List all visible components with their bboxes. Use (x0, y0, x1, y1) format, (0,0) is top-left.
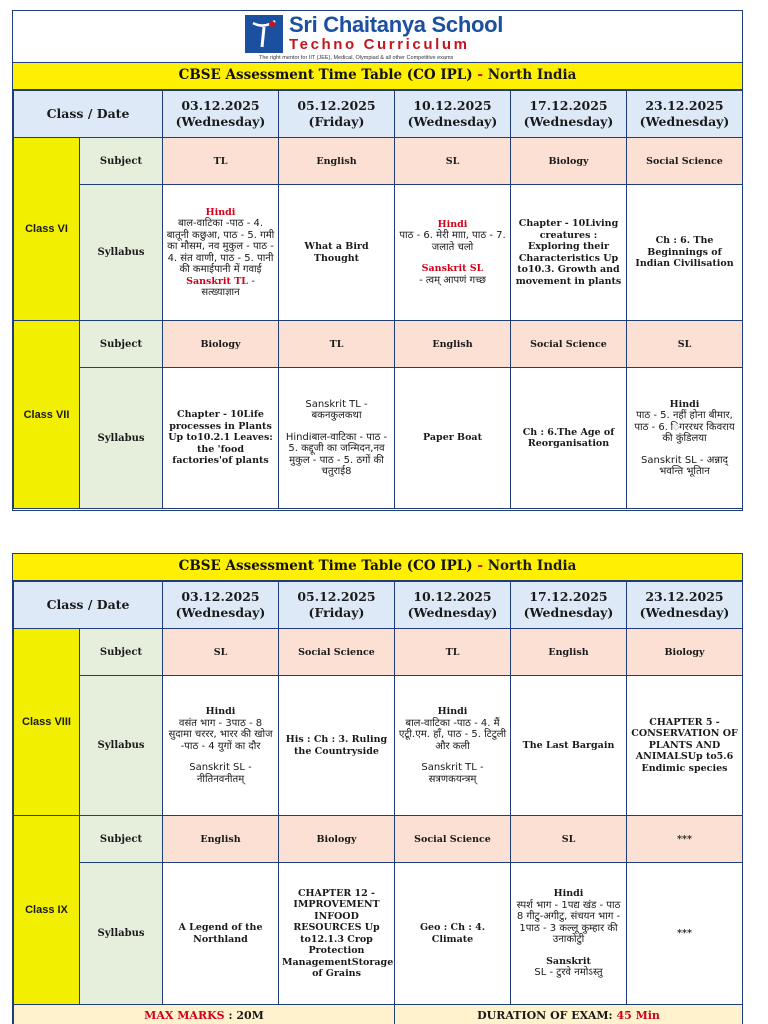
title-main: CBSE Assessment Time Table (CO IPL) (178, 558, 473, 574)
syllabus-label: Syllabus (80, 863, 163, 1005)
subject-cell: Social Science (627, 138, 743, 185)
syllabus-cell: Hindi बाल-वाटिका -पाठ - 4. बातूनी कछुआ, पाठ - 5. गमी का मौसम, नव मुकुल - पाठ - 4. संत वाणी, पाठ - 5. पानी की कमाईपानी में गवाई Sanskrit TL - सत्ख्याज्ञान (163, 185, 279, 321)
subject-cell: SL (511, 816, 627, 863)
class-viii-subject-row (14, 629, 743, 676)
subject-cell: Social Science (279, 629, 395, 676)
subject-cell: SL (163, 629, 279, 676)
subject-cell: Biology (163, 321, 279, 368)
subject-label: Subject (80, 816, 163, 863)
timetable-grid-2 (13, 581, 743, 1024)
class-ix-syllabus-row (14, 863, 743, 1005)
exam-duration: DURATION OF EXAM: 45 Min (395, 1005, 743, 1024)
date-col-2: 05.12.2025 (Friday) (279, 91, 395, 138)
class-ix-subject-row (14, 816, 743, 863)
syllabus-cell: Chapter - 10Living creatures : Exploring their Characteristics Up to10.3. Growth and movement in plants (511, 185, 627, 321)
syllabus-cell: Hindi पाठ - 6. मेरी मााा, पाठ - 7. जलाते चलो Sanskrit SL - त्वम् आपणं गच्छ (395, 185, 511, 321)
title-dash: - (477, 558, 483, 574)
subject-label: Subject (80, 629, 163, 676)
class-vii-subject-row (14, 321, 743, 368)
class-vii-label: Class VII (14, 321, 80, 509)
brand-name: Sri Chaitanya School (289, 12, 504, 37)
syllabus-cell: Ch : 6. The Beginnings of Indian Civilisation (627, 185, 743, 321)
syllabus-cell: What a Bird Thought (279, 185, 395, 321)
syllabus-cell: Chapter - 10Life processes in Plants Up to10.2.1 Leaves: the 'food factories'of plants (163, 368, 279, 509)
timetable-page-2 (12, 553, 743, 1024)
syllabus-cell: The Last Bargain (511, 676, 627, 816)
class-viii-syllabus-row (14, 676, 743, 816)
subject-cell: TL (163, 138, 279, 185)
timetable-title (13, 554, 742, 581)
brand-header (13, 11, 742, 63)
date-col-1: 03.12.2025 (Wednesday) (163, 582, 279, 629)
date-col-5: 23.12.2025 (Wednesday) (627, 91, 743, 138)
timetable-grid-1 (13, 90, 743, 509)
syllabus-cell: Hindi स्पर्श भाग - 1पद्य खंड - पाठ 8 गीटु-अगीटु, संचयन भाग - 1पाठ - 3 कल्लू कुम्हार की उनाकोटुी Sanskrit SL - टुरवे नमोऽस्तु (511, 863, 627, 1005)
syllabus-cell: CHAPTER 12 - IMPROVEMENT INFOOD RESOURCES Up to12.1.3 Crop Protection ManagementStorage of Grains (279, 863, 395, 1005)
subject-cell: TL (279, 321, 395, 368)
brand-wordmark (289, 13, 503, 53)
syllabus-cell: Sanskrit TL - बकनकुलकथा Hindiबाल-वाटिका - पाठ - 5. कद्दूजी का जन्मिदन,नव मुकुल - पाठ - 5. ठगों की चतुराई8 (279, 368, 395, 509)
max-marks: MAX MARKS : 20M (14, 1005, 395, 1024)
date-col-4: 17.12.2025 (Wednesday) (511, 582, 627, 629)
school-logo-icon (245, 15, 283, 53)
syllabus-cell: Geo : Ch : 4. Climate (395, 863, 511, 1005)
subject-cell: SL (395, 138, 511, 185)
date-col-3: 10.12.2025 (Wednesday) (395, 582, 511, 629)
brand-subtitle: Techno Curriculum (289, 36, 470, 53)
date-col-4: 17.12.2025 (Wednesday) (511, 91, 627, 138)
syllabus-cell: Hindi पाठ - 5. नहीं होना बीमार, पाठ - 6. िगररधर किवराय की कुंडिलया Sanskrit SL - अन्नाद् भवन्ति भूतािन (627, 368, 743, 509)
syllabus-cell: Paper Boat (395, 368, 511, 509)
date-col-2: 05.12.2025 (Friday) (279, 582, 395, 629)
syllabus-cell: *** (627, 863, 743, 1005)
syllabus-label: Syllabus (80, 368, 163, 509)
class-date-label: Class / Date (14, 91, 163, 138)
date-col-1: 03.12.2025 (Wednesday) (163, 91, 279, 138)
class-vi-label: Class VI (14, 138, 80, 321)
exam-footer-row (14, 1005, 743, 1024)
title-main: CBSE Assessment Time Table (CO IPL) (178, 67, 473, 83)
date-header-row (14, 91, 743, 138)
syllabus-cell: His : Ch : 3. Ruling the Countryside (279, 676, 395, 816)
class-ix-label: Class IX (14, 816, 80, 1005)
subject-cell: SL (627, 321, 743, 368)
subject-cell: *** (627, 816, 743, 863)
title-region: North India (487, 67, 577, 83)
syllabus-label: Syllabus (80, 185, 163, 321)
date-header-row (14, 582, 743, 629)
title-dash: - (477, 67, 483, 83)
date-col-3: 10.12.2025 (Wednesday) (395, 91, 511, 138)
subject-cell: Biology (279, 816, 395, 863)
date-col-5: 23.12.2025 (Wednesday) (627, 582, 743, 629)
syllabus-label: Syllabus (80, 676, 163, 816)
class-vii-syllabus-row (14, 368, 743, 509)
brand-tagline: The right mentor for IIT (JEE), Medical, Olympiad & all other Competitive exams (259, 55, 454, 61)
subject-cell: TL (395, 629, 511, 676)
syllabus-cell: Ch : 6.The Age of Reorganisation (511, 368, 627, 509)
title-region: North India (487, 558, 577, 574)
subject-cell: English (511, 629, 627, 676)
subject-cell: English (279, 138, 395, 185)
subject-label: Subject (80, 321, 163, 368)
subject-cell: English (163, 816, 279, 863)
timetable-page-1 (12, 10, 743, 511)
class-vi-syllabus-row (14, 185, 743, 321)
subject-cell: Social Science (395, 816, 511, 863)
class-vi-subject-row (14, 138, 743, 185)
timetable-title (13, 63, 742, 90)
syllabus-cell: CHAPTER 5 - CONSERVATION OF PLANTS AND ANIMALSUp to5.6 Endimic species (627, 676, 743, 816)
class-viii-label: Class VIII (14, 629, 80, 816)
subject-cell: English (395, 321, 511, 368)
class-date-label: Class / Date (14, 582, 163, 629)
syllabus-cell: A Legend of the Northland (163, 863, 279, 1005)
subject-cell: Biology (511, 138, 627, 185)
subject-label: Subject (80, 138, 163, 185)
syllabus-cell: Hindi वसंत भाग - 3पाठ - 8 सुदामा चररर, भारर की खोज -पाठ - 4 युगों का दौर Sanskrit SL - नीतिनवनीतम् (163, 676, 279, 816)
syllabus-cell: Hindi बाल-वाटिका -पाठ - 4. मैं एटूी.एम. हाँ, पाठ - 5. टिटुली और कली Sanskrit TL - सत्रणकयन्त्रम् (395, 676, 511, 816)
subject-cell: Biology (627, 629, 743, 676)
subject-cell: Social Science (511, 321, 627, 368)
